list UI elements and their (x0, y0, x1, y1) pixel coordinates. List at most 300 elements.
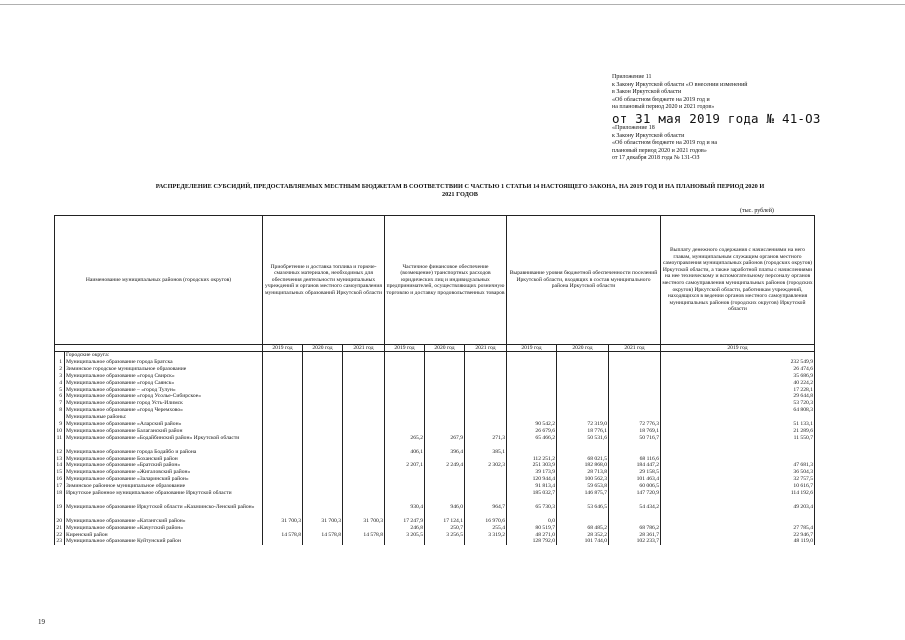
table-row (55, 387, 815, 394)
value-cell: 28 713,8 (557, 469, 609, 476)
value-cell (343, 483, 385, 490)
value-cell (303, 421, 343, 428)
value-cell: 17 247,9 (385, 518, 425, 525)
header-transport: Частичное финансовое обеспечение (возмещение) транспортных расходов юридических лиц и индивидуальных предпринимателей, осуществляющих розничную торговлю и доставку продовольственных товаров (385, 216, 507, 345)
value-cell: 31 700,3 (263, 518, 303, 525)
municipality-name: Муниципальное образование – «город Тулун» (65, 387, 263, 394)
value-cell: 2 249,4 (425, 462, 465, 469)
table-row (55, 504, 815, 518)
value-cell (425, 490, 465, 504)
value-cell: 251 303,9 (507, 462, 557, 469)
row-number: 2 (55, 366, 65, 373)
value-cell (507, 366, 557, 373)
value-cell (263, 407, 303, 414)
value-cell (263, 387, 303, 394)
value-cell (557, 393, 609, 400)
municipality-name: Муниципальное образование Иркутской области «Казачинско-Ленский район» (65, 504, 263, 518)
value-cell (263, 462, 303, 469)
value-cell (507, 380, 557, 387)
value-cell: 22 946,7 (661, 532, 815, 539)
value-cell: 114 192,6 (661, 490, 815, 504)
value-cell (303, 435, 343, 449)
value-cell (343, 476, 385, 483)
value-cell (263, 490, 303, 504)
value-cell: 49 203,4 (661, 504, 815, 518)
value-cell (263, 449, 303, 456)
value-cell (507, 387, 557, 394)
value-cell: 48 119,0 (661, 538, 815, 545)
value-cell (425, 380, 465, 387)
value-cell: 0,0 (507, 518, 557, 525)
row-number: 15 (55, 469, 65, 476)
value-cell (303, 366, 343, 373)
section-heading-municipal-districts: Муниципальные районы: (65, 414, 263, 421)
header-name: Наименование муниципальных районов (городских округов) (55, 216, 263, 345)
value-cell (425, 421, 465, 428)
value-cell: 72 776,3 (609, 421, 661, 428)
value-cell (557, 380, 609, 387)
value-cell (425, 476, 465, 483)
value-cell (385, 359, 425, 366)
value-cell: 90 542,2 (507, 421, 557, 428)
table-row (55, 366, 815, 373)
municipality-name: Муниципальное образование «Братский район» (65, 462, 263, 469)
row-number: 20 (55, 518, 65, 525)
table-row (55, 538, 815, 545)
value-cell (303, 359, 343, 366)
value-cell: 232 549,9 (661, 359, 815, 366)
value-cell (465, 483, 507, 490)
value-cell: 182 868,0 (557, 462, 609, 469)
value-cell (425, 359, 465, 366)
row-number (55, 352, 65, 359)
value-cell (661, 518, 815, 525)
row-number: 5 (55, 387, 65, 394)
value-cell (609, 380, 661, 387)
appendix-block (612, 74, 822, 163)
value-cell (465, 359, 507, 366)
value-cell (385, 373, 425, 380)
table-row (55, 456, 815, 463)
subsidy-table (54, 215, 815, 545)
value-cell (343, 490, 385, 504)
header-fuel: Приобретение и доставка топлива и горюче-смазочных материалов, необходимых для обеспечения деятельности муниципальных учреждений и органов местного самоуправления муниципальных образований Иркутской области (263, 216, 385, 345)
appendix-line: к Закону Иркутской области (612, 132, 685, 139)
value-cell: 396,4 (425, 449, 465, 456)
municipality-name: Киренский район (65, 532, 263, 539)
value-cell: 102 233,7 (609, 538, 661, 545)
value-cell: 120 944,4 (507, 476, 557, 483)
value-cell (609, 373, 661, 380)
value-cell: 21 289,6 (661, 428, 815, 435)
value-cell (263, 393, 303, 400)
value-cell (557, 373, 609, 380)
appendix-line: плановый период 2020 и 2021 годов» (612, 147, 707, 154)
value-cell: 267,9 (425, 435, 465, 449)
municipality-name: Муниципальное образование Куйтунский район (65, 538, 263, 545)
value-cell (609, 407, 661, 414)
value-cell: 14 578,8 (263, 532, 303, 539)
value-cell: 18 769,1 (609, 428, 661, 435)
municipality-name: Муниципальное образование «Катангский район» (65, 518, 263, 525)
value-cell: 59 653,8 (557, 483, 609, 490)
value-cell: 14 578,8 (303, 532, 343, 539)
header-salary: Выплату денежного содержания с начислениями на него главам, муниципальным служащим органов местного самоуправления муниципальных районов (городских округов) Иркутской области, а также заработной платы с начислениями на нее техническому и вспомогательному персоналу органов местного самоуправления муниципальных районов (городских округов) Иркутской области, работникам учреждений, находящихся в ведении органов местного самоуправления муниципальных районов (городских округов) Иркутской области (661, 216, 815, 345)
value-cell (343, 428, 385, 435)
row-number: 16 (55, 476, 65, 483)
value-cell (343, 462, 385, 469)
value-cell: 14 578,8 (343, 532, 385, 539)
municipality-name: Иркутское районное муниципальное образование Иркутской области (65, 490, 263, 504)
value-cell (557, 359, 609, 366)
value-cell: 184 447,2 (609, 462, 661, 469)
section-heading-urban-districts: Городские округа: (65, 352, 263, 359)
value-cell (507, 359, 557, 366)
municipality-name: Муниципальное образование «Аларский район» (65, 421, 263, 428)
value-cell: 265,2 (385, 435, 425, 449)
value-cell (263, 366, 303, 373)
value-cell (609, 366, 661, 373)
value-cell: 68 786,2 (609, 525, 661, 532)
year-header: 2021 год (343, 345, 385, 352)
value-cell: 28 361,7 (609, 532, 661, 539)
appendix-line: «Об областном бюджете на 2019 год и (612, 96, 710, 103)
value-cell (343, 380, 385, 387)
row-number: 21 (55, 525, 65, 532)
value-cell: 65 730,3 (507, 504, 557, 518)
value-cell (263, 428, 303, 435)
municipality-name: Муниципальное образование Боханский район (65, 456, 263, 463)
value-cell (425, 366, 465, 373)
value-cell (507, 449, 557, 456)
value-cell (385, 538, 425, 545)
table-row (55, 393, 815, 400)
value-cell (263, 421, 303, 428)
value-cell (609, 449, 661, 456)
municipality-name: Муниципальное образование «город Свирск» (65, 373, 263, 380)
value-cell: 246,8 (385, 525, 425, 532)
row-number: 13 (55, 456, 65, 463)
value-cell: 2 302,3 (465, 462, 507, 469)
value-cell (385, 476, 425, 483)
value-cell (465, 366, 507, 373)
appendix-line: Приложение 11 (612, 74, 652, 80)
value-cell: 3 205,5 (385, 532, 425, 539)
value-cell: 60 006,5 (609, 483, 661, 490)
value-cell (425, 469, 465, 476)
value-cell (343, 469, 385, 476)
row-number: 10 (55, 428, 65, 435)
value-cell: 101 463,4 (609, 476, 661, 483)
scan-edge-line (0, 4, 905, 5)
value-cell (425, 483, 465, 490)
value-cell (303, 373, 343, 380)
value-cell (263, 380, 303, 387)
value-cell (609, 359, 661, 366)
value-cell (343, 366, 385, 373)
value-cell (263, 456, 303, 463)
appendix-line: к Закону Иркутской области «О внесении изменений (612, 81, 748, 88)
table-row (55, 462, 815, 469)
value-cell (385, 366, 425, 373)
value-cell (385, 387, 425, 394)
value-cell: 112 251,2 (507, 456, 557, 463)
value-cell: 3 256,5 (425, 532, 465, 539)
value-cell (465, 456, 507, 463)
value-cell (609, 518, 661, 525)
value-cell: 80 519,7 (507, 525, 557, 532)
value-cell (263, 476, 303, 483)
value-cell (263, 359, 303, 366)
row-number: 4 (55, 380, 65, 387)
value-cell: 53 720,3 (661, 400, 815, 407)
value-cell (385, 400, 425, 407)
value-cell: 68 116,6 (609, 456, 661, 463)
row-number: 1 (55, 359, 65, 366)
value-cell: 50 531,6 (557, 435, 609, 449)
municipality-name: Муниципальное образование «Качугский район» (65, 525, 263, 532)
row-number: 11 (55, 435, 65, 449)
header-equalization: Выравнивание уровня бюджетной обеспеченности поселений Иркутской области, входящих в состав муниципального района Иркутской области (507, 216, 661, 345)
value-cell (661, 449, 815, 456)
value-cell (303, 504, 343, 518)
value-cell: 250,7 (425, 525, 465, 532)
value-cell: 91 813,4 (507, 483, 557, 490)
value-cell (507, 393, 557, 400)
value-cell (343, 435, 385, 449)
value-cell (507, 373, 557, 380)
value-cell (465, 428, 507, 435)
year-header: 2020 год (303, 345, 343, 352)
table-row (55, 449, 815, 456)
value-cell (385, 469, 425, 476)
value-cell (303, 380, 343, 387)
value-cell (465, 407, 507, 414)
value-cell: 100 562,3 (557, 476, 609, 483)
row-number: 9 (55, 421, 65, 428)
value-cell (385, 428, 425, 435)
row-number: 22 (55, 532, 65, 539)
document-title: РАСПРЕДЕЛЕНИЕ СУБСИДИЙ, ПРЕДОСТАВЛЯЕМЫХ МЕСТНЫМ БЮДЖЕТАМ В СООТВЕТСТВИИ С ЧАСТЬЮ 1 СТАТЬИ 14 НАСТОЯЩЕГО ЗАКОНА, НА 2019 ГОД И НА ПЛАНОВЫЙ ПЕРИОД 2020 И 2021 ГОДОВ (155, 183, 765, 198)
row-number: 12 (55, 449, 65, 456)
value-cell (343, 525, 385, 532)
value-cell: 31 700,3 (303, 518, 343, 525)
table-row (55, 476, 815, 483)
value-cell: 48 271,0 (507, 532, 557, 539)
table-row (55, 359, 815, 366)
value-cell (343, 504, 385, 518)
year-header: 2019 год (385, 345, 425, 352)
value-cell (263, 435, 303, 449)
table-row (55, 407, 815, 414)
row-number (55, 414, 65, 421)
value-cell (425, 393, 465, 400)
municipality-name: Муниципальное образование «Заларинский район» (65, 476, 263, 483)
value-cell: 72 319,0 (557, 421, 609, 428)
value-cell: 29 644,8 (661, 393, 815, 400)
value-cell (303, 456, 343, 463)
value-cell (303, 490, 343, 504)
value-cell (385, 456, 425, 463)
year-header: 2020 год (425, 345, 465, 352)
value-cell: 28 352,2 (557, 532, 609, 539)
value-cell: 31 700,3 (343, 518, 385, 525)
units-label: (тыс. рублей) (740, 208, 774, 214)
value-cell (303, 387, 343, 394)
value-cell (425, 538, 465, 545)
year-header: 2019 год (507, 345, 557, 352)
table-row (55, 483, 815, 490)
value-cell (465, 490, 507, 504)
value-cell (465, 538, 507, 545)
value-cell (263, 400, 303, 407)
value-cell: 68 021,5 (557, 456, 609, 463)
value-cell (303, 469, 343, 476)
value-cell (425, 373, 465, 380)
value-cell: 47 681,3 (661, 462, 815, 469)
table-row (55, 518, 815, 525)
table-row (55, 435, 815, 449)
value-cell (465, 387, 507, 394)
page-number: 19 (38, 618, 45, 626)
value-cell (385, 407, 425, 414)
value-cell: 146 875,7 (557, 490, 609, 504)
value-cell (303, 400, 343, 407)
value-cell: 10 616,7 (661, 483, 815, 490)
value-cell: 11 550,7 (661, 435, 815, 449)
row-number: 14 (55, 462, 65, 469)
value-cell (465, 380, 507, 387)
value-cell: 36 504,3 (661, 469, 815, 476)
municipality-name: Муниципальное образование «город Саянск» (65, 380, 263, 387)
value-cell: 101 744,0 (557, 538, 609, 545)
municipality-name: Муниципальное образование города Бодайбо и района (65, 449, 263, 456)
value-cell (263, 504, 303, 518)
value-cell: 406,1 (385, 449, 425, 456)
value-cell (343, 373, 385, 380)
value-cell (343, 400, 385, 407)
year-header: 2021 год (609, 345, 661, 352)
value-cell (557, 449, 609, 456)
table-row (55, 380, 815, 387)
value-cell (263, 469, 303, 476)
value-cell (557, 400, 609, 407)
table-row (55, 373, 815, 380)
row-number: 19 (55, 504, 65, 518)
row-number: 3 (55, 373, 65, 380)
table-row (55, 525, 815, 532)
row-number: 18 (55, 490, 65, 504)
value-cell (465, 421, 507, 428)
appendix-line: на плановый период 2020 и 2021 годов» (612, 104, 715, 111)
value-cell: 26 474,6 (661, 366, 815, 373)
value-cell (303, 476, 343, 483)
municipality-name: Муниципальное образование город Усть-Илимск (65, 400, 263, 407)
value-cell: 271,3 (465, 435, 507, 449)
municipality-name: Муниципальное образование «Жигаловский район» (65, 469, 263, 476)
municipality-name: Зиминское районное муниципальное образование (65, 483, 263, 490)
value-cell (425, 400, 465, 407)
value-cell: 32 757,5 (661, 476, 815, 483)
value-cell: 17 124,1 (425, 518, 465, 525)
row-number: 8 (55, 407, 65, 414)
value-cell: 185 032,7 (507, 490, 557, 504)
value-cell: 35 686,9 (661, 373, 815, 380)
value-cell (263, 538, 303, 545)
value-cell (507, 400, 557, 407)
value-cell (661, 456, 815, 463)
value-cell: 64 808,3 (661, 407, 815, 414)
table-row (55, 428, 815, 435)
value-cell: 147 720,9 (609, 490, 661, 504)
value-cell: 385,1 (465, 449, 507, 456)
value-cell: 964,7 (465, 504, 507, 518)
value-cell (609, 387, 661, 394)
value-cell (303, 428, 343, 435)
value-cell: 930,4 (385, 504, 425, 518)
value-cell (465, 393, 507, 400)
value-cell (385, 393, 425, 400)
municipality-name: Муниципальное образование «город Усолье-Сибирское» (65, 393, 263, 400)
value-cell (425, 407, 465, 414)
value-cell (557, 366, 609, 373)
appendix-line: от 17 декабря 2018 года № 131-ОЗ (612, 155, 700, 162)
value-cell (303, 407, 343, 414)
table-row (55, 421, 815, 428)
value-cell (609, 400, 661, 407)
municipality-name: Муниципальное образование Балаганский район (65, 428, 263, 435)
year-header-empty (55, 345, 263, 352)
appendix-line: «Приложение 18 (612, 124, 655, 131)
value-cell (425, 428, 465, 435)
value-cell: 27 785,4 (661, 525, 815, 532)
value-cell (303, 538, 343, 545)
value-cell: 18 776,1 (557, 428, 609, 435)
value-cell (425, 387, 465, 394)
value-cell: 40 224,2 (661, 380, 815, 387)
municipality-name: Муниципальное образование «Бодайбинский район» Иркутской области (65, 435, 263, 449)
municipality-name: Зиминское городское муниципальное образование (65, 366, 263, 373)
value-cell: 65 466,2 (507, 435, 557, 449)
row-number: 7 (55, 400, 65, 407)
value-cell (557, 518, 609, 525)
value-cell (465, 469, 507, 476)
value-cell: 17 228,1 (661, 387, 815, 394)
value-cell: 54 434,2 (609, 504, 661, 518)
value-cell: 50 716,7 (609, 435, 661, 449)
value-cell (343, 407, 385, 414)
value-cell (303, 449, 343, 456)
value-cell (343, 538, 385, 545)
value-cell (557, 407, 609, 414)
appendix-line: в Закон Иркутской области (612, 89, 682, 96)
table-row (55, 469, 815, 476)
value-cell: 51 133,1 (661, 421, 815, 428)
value-cell (303, 462, 343, 469)
appendix-line: «Об областном бюджете на 2019 год и на (612, 140, 718, 147)
value-cell (303, 483, 343, 490)
value-cell (343, 421, 385, 428)
value-cell: 128 792,0 (507, 538, 557, 545)
year-header: 2020 год (557, 345, 609, 352)
value-cell (343, 387, 385, 394)
municipality-name: Муниципальное образование «город Черемхово» (65, 407, 263, 414)
value-cell (385, 380, 425, 387)
value-cell (609, 393, 661, 400)
value-cell (465, 373, 507, 380)
value-cell: 39 173,9 (507, 469, 557, 476)
year-header: 2021 год (465, 345, 507, 352)
